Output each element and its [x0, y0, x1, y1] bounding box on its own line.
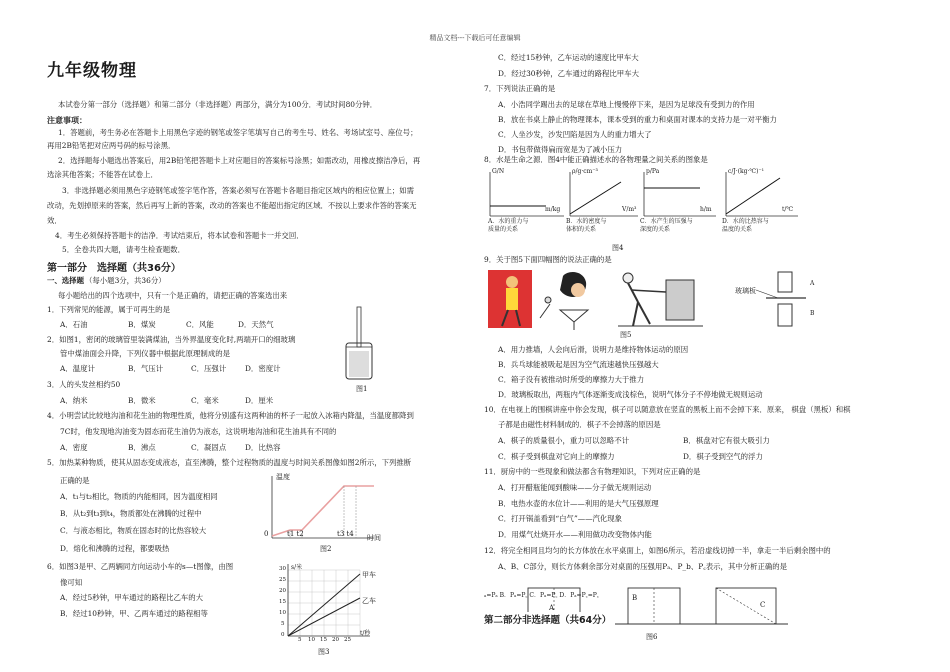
figure-4-caption-d: 温度的关系: [722, 226, 753, 233]
figure-4-caption-b: B．水的密度与: [566, 218, 607, 225]
figure-2-xlabel: 时间: [367, 534, 381, 542]
option: C．人坐沙发，沙发凹陷是因为人的重力增大了: [498, 130, 652, 139]
intro-text: 本试卷分第一部分（选择题）和第二部分（非选择题）两部分，满分为100分．考试时间80分钟．: [58, 100, 378, 109]
note-line: 1．答题前，考生务必在答题卡上用黑色字迹的钢笔或签字笔填写自己的考生号、姓名、考场试室号、座位号；: [58, 128, 418, 137]
question-11: 11．厨房中的一些现象和做法都含有物理知识，下列对应正确的是: [484, 467, 701, 476]
note-line: 改动，先划掉原来的答案，然后再写上新的答案，改动的答案也不能超出指定的区域．不按以上要求作答的答案无: [47, 201, 417, 210]
question-10: 10．在电视上的围棋讲座中你会发现，棋子可以随意放在竖直的黑板上而不会掉下来．原来， 棋盘（黑板）和棋: [484, 405, 851, 414]
option: C．风能: [186, 320, 214, 329]
question-2: 2．如图1，密闭的玻璃管里装满煤油，当外界温度变化时,两端开口的细玻璃: [47, 335, 296, 344]
question-8: 8．水是生命之源．图4中能正确描述水的各物理量之间关系的图象是: [484, 155, 708, 164]
figure-4-axis: G/N: [492, 168, 505, 175]
option: B．煤炭: [128, 320, 156, 329]
option: B．微米: [128, 396, 156, 405]
part1-heading: 第一部分 选择题（共36分）: [47, 263, 181, 274]
question-12-options: ₐ=Pₐ B．Pₐ=P꜀ C．Pₐ=P꜀ D．Pₐ=P꜀=P꜀: [484, 592, 599, 599]
question-12: 12．将完全相同且均匀的长方体放在水平桌面上，如图6所示，若沿虚线切掉一半，拿走一半后剩余图中的: [484, 546, 831, 555]
option: D．棋子受到空气的浮力: [683, 452, 763, 461]
question-6-cont: 像可知: [60, 578, 83, 587]
option: A．密度: [60, 443, 88, 452]
option: D．经过30秒钟，乙车通过的路程比甲车大: [498, 69, 639, 78]
section-instruction: 每小题给出的四个选项中，只有一个是正确的，请把正确的答案选出来: [58, 291, 288, 300]
figure-1-thermometer: [340, 305, 380, 383]
option: B．沸点: [128, 443, 156, 452]
figure-4-caption-a: 质量的关系: [488, 226, 519, 233]
figure-2-tick: 0: [264, 530, 269, 538]
option: D．熔化和沸腾的过程，都要吸热: [60, 544, 170, 553]
option: D．厘米: [245, 396, 274, 405]
figure-2-tick: t3 t4: [337, 530, 354, 538]
figure-4-caption-c: 深度的关系: [640, 226, 671, 233]
option: D．天然气: [238, 320, 274, 329]
notes-title: 注意事项：: [47, 115, 87, 125]
figure-2-graph: [262, 472, 380, 544]
figure-3-ytick: 15: [279, 599, 286, 605]
option: A．石油: [60, 320, 88, 329]
figure-3-ylabel: s/米: [291, 564, 303, 571]
note-line: 再用2B铅笔把对应两号码的标号涂黑．: [47, 141, 176, 150]
option: B．从t₂到t₃到t₄，物质都处在沸腾的过程中: [60, 509, 202, 518]
option: A．t₁与t₂相比，物质的内能相同，因为温度相同: [60, 492, 218, 501]
option: A．棋子的质量很小，重力可以忽略不计: [498, 436, 629, 445]
figure-3-ytick: 25: [279, 577, 286, 583]
option: A．打开醋瓶能闻到酸味——分子做无规则运动: [498, 483, 652, 492]
figure-4-axis: t/℃: [782, 206, 794, 213]
note-line: 5．全卷共四大题，请考生检查题数．: [62, 245, 185, 254]
figure-3-ytick: 5: [281, 621, 285, 627]
question-5: 5．加热某种物质，使其从固态变成液态，直至沸腾，整个过程物质的温度与时间关系图像如图2所示，下列推断: [47, 458, 412, 467]
question-1: 1．下列常见的能源，属于可再生的是: [47, 305, 170, 314]
figure-2-caption: 图2: [320, 545, 332, 553]
question-3: 3．人的头发丝相约50: [47, 380, 121, 389]
question-12-cont: A、B、C部分，则长方体剩余部分对桌面的压强用Pₐ、P_b、P꜀表示，其中分析正确的是: [498, 562, 788, 571]
option: A．小浩同学踢出去的足球在草地上慢慢停下来，是因为足球没有受到力的作用: [498, 100, 755, 109]
option: B．经过10秒钟，甲、乙两车通过的路程相等: [60, 609, 208, 618]
option: A．温度计: [60, 364, 95, 373]
question-5-cont: 正确的是: [60, 476, 90, 485]
figure-4-axis: p/Pa: [646, 168, 660, 175]
figure-3-xtick: 5: [298, 637, 302, 643]
figure-4-caption-c: C．水产生的压强与: [640, 218, 693, 225]
note-line: 4．考生必须保持答题卡的洁净．考试结束后，将本试卷和答题卡一并交回．: [55, 231, 304, 240]
figure-3-xtick: 25: [344, 637, 351, 643]
figure-3-ytick: 10: [279, 610, 286, 616]
figure-3-caption: 图3: [318, 648, 330, 656]
figure-5-caption: 图5: [620, 331, 632, 339]
figure-4-axis: ρ/g·cm⁻³: [572, 168, 598, 175]
option: D．比热容: [245, 443, 281, 452]
option: D．密度计: [245, 364, 281, 373]
page-title: 九年级物理: [47, 61, 137, 81]
option: C．压强计: [191, 364, 227, 373]
figure-4-axis: m/kg: [545, 206, 561, 213]
figure-5-images: [488, 268, 818, 332]
option: D．书包带做得扁而宽是为了减小压力: [498, 145, 623, 154]
figure-3-ytick: 20: [279, 588, 286, 594]
option: C．箱子没有被推动时所受的摩擦力大于推力: [498, 375, 645, 384]
note-line: 2．选择题每小题选出答案后，用2B铅笔把答题卡上对应题目的答案标号涂黑；如需改动，用橡皮擦洁净后，再: [58, 156, 421, 165]
option: C．凝固点: [191, 443, 227, 452]
figure-1-caption: 图1: [356, 385, 368, 393]
figure-4-caption-b: 体积的关系: [566, 226, 597, 233]
figure-5-letter: A: [810, 280, 815, 287]
question-7: 7．下列说法正确的是: [484, 84, 556, 93]
option: A．经过5秒钟，甲车通过的路程比乙车的大: [60, 593, 204, 602]
figure-3-xlabel: t/秒: [360, 630, 371, 637]
option: B．放在书桌上静止的物理课本，课本受到的重力和桌面对课本的支持力是一对平衡力: [498, 115, 777, 124]
question-2-cont: 管中煤油面会升降，下列仪器中根据此原理制成的是: [60, 349, 230, 358]
figure-5-label: 玻璃板: [735, 287, 756, 295]
figure-4-axis: V/m³: [622, 206, 637, 213]
option: B．气压计: [128, 364, 163, 373]
page-header: 精品文档---下载后可任意编辑: [429, 34, 521, 42]
option: C．经过15秒钟，乙车运动的速度比甲车大: [498, 53, 639, 62]
option: A．纳米: [60, 396, 88, 405]
figure-3-ytick: 0: [281, 632, 285, 638]
figure-3-xtick: 15: [320, 637, 327, 643]
question-9: 9．关于图5下面四幅图的说法正确的是: [484, 255, 612, 264]
question-10-cont: 子都是由磁性材料制成的．棋子不会掉落的原因是: [498, 420, 661, 429]
figure-2-ylabel: 温度: [276, 473, 290, 481]
option: A．用力推墙，人会向后滑，说明力是维持物体运动的原因: [498, 345, 689, 354]
question-6: 6．如图3是甲、乙两辆同方向运动小车的s—t图像，由图: [47, 562, 234, 571]
figure-4-caption-d: D．水的比热容与: [722, 218, 769, 225]
option: C．与液态相比，物质在固态时的比热容较大: [60, 526, 207, 535]
figure-2-tick: t1 t2: [287, 530, 304, 538]
figure-4-caption-a: A．水的重力与: [488, 218, 529, 225]
option: C．毫米: [191, 396, 219, 405]
option: B．兵乓球能被吸起是因为空气流速越快压强越大: [498, 360, 659, 369]
figure-6-letter: B: [632, 594, 638, 602]
option: D．用煤气灶烧开水——利用做功改变物体内能: [498, 530, 652, 539]
figure-5-letter: B: [810, 310, 815, 317]
section-heading: 一、选择题: [47, 276, 84, 285]
option: D．玻璃板取出，两瓶内气体逐渐变成浅棕色，说明气体分子不停地做无规则运动: [498, 390, 763, 399]
figure-3-xtick: 10: [308, 637, 315, 643]
figure-3-series-jia: 甲车: [362, 571, 376, 579]
figure-4-axis: c/J·(kg·℃)⁻¹: [728, 168, 765, 175]
note-line: 选涂其他答案；不能答在试卷上．: [47, 170, 158, 179]
figure-3-ytick: 30: [279, 566, 286, 572]
figure-6-caption: 图6: [646, 633, 658, 641]
note-line: 效．: [47, 216, 62, 225]
question-4-cont: 7C时，他发现地沟油变为固态而花生油仍为液态，这说明地沟油和花生油具有不同的: [60, 427, 337, 436]
question-4: 4．小明尝试比较地沟油和花生油的物理性质，他将分别盛有这两种油的杯子一起放入冰箱内降温，当温度都降到: [47, 411, 414, 420]
figure-4-axis: h/m: [700, 206, 712, 213]
section-note: （每小题3分，共36分）: [85, 276, 166, 285]
option: B．棋盘对它有很大吸引力: [683, 436, 770, 445]
figure-6-letter: A: [549, 604, 555, 612]
figure-3-xtick: 20: [332, 637, 339, 643]
option: B．电热水壶的水位计——利用的是大气压强原理: [498, 499, 659, 508]
option: C．打开锅盖看到“白气”——汽化现象: [498, 514, 623, 523]
figure-6-letter: C: [760, 601, 766, 609]
note-line: 3．非选择题必须用黑色字迹钢笔或签字笔作答，答案必须写在答题卡各题目指定区域内的相应位置上；如需: [62, 186, 415, 195]
part2-heading: 第二部分非选择题（共64分）: [484, 612, 615, 626]
option: C．棋子受到棋盘对它向上的摩擦力: [498, 452, 615, 461]
figure-3-series-yi: 乙车: [362, 597, 376, 605]
figure-4-caption: 图4: [612, 244, 624, 252]
